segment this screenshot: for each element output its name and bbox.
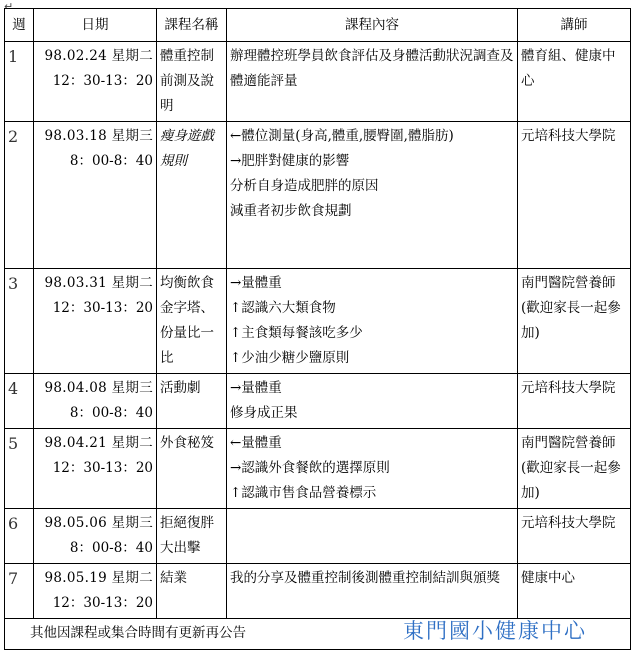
time-text: 8：00-8：40 — [69, 153, 153, 169]
course-cell: 結業 — [157, 564, 227, 619]
teacher-cell: 元培科技大學院 — [518, 122, 631, 269]
teacher-cell: 南門醫院營養師(歡迎家長一起參加) — [518, 429, 631, 509]
date-cell — [34, 374, 157, 429]
course-cell: 體重控制前測及說明 — [157, 42, 227, 122]
date-text: 98.02.24 星期二 — [44, 48, 153, 64]
header-teacher: 講師 — [518, 9, 631, 42]
content-line: 減重者初步飲食規劃 — [230, 203, 352, 219]
teacher-cell: 健康中心 — [518, 564, 631, 619]
time-text: 12：30-13：20 — [52, 460, 153, 476]
table-row — [5, 564, 631, 619]
footer-cell — [5, 619, 631, 650]
date-cell — [34, 42, 157, 122]
content-cell — [227, 269, 518, 374]
schedule-table — [4, 8, 631, 650]
content-line: 辦理體控班學員飲食評估及身體活動狀況調查及體適能評量 — [230, 48, 514, 89]
time-text: 12：30-13：20 — [52, 300, 153, 316]
date-text: 98.04.21 星期二 — [44, 435, 153, 451]
teacher-cell: 元培科技大學院 — [518, 509, 631, 564]
table-row — [5, 509, 631, 564]
table-row — [5, 374, 631, 429]
footer-note: 其他因課程或集合時間有更新再公告 — [30, 625, 246, 641]
date-cell — [34, 509, 157, 564]
content-line: →量體重 — [230, 275, 282, 291]
course-cell: 拒絕復胖大出擊 — [157, 509, 227, 564]
content-line: ←量體重 — [230, 435, 282, 451]
time-text: 8：00-8：40 — [69, 405, 153, 421]
brand-text: 東門國小健康中心 — [403, 619, 587, 643]
date-text: 98.05.19 星期二 — [44, 570, 153, 586]
date-text: 98.04.08 星期三 — [44, 380, 153, 396]
course-cell: 外食秘笈 — [157, 429, 227, 509]
week-number: 6 — [5, 509, 34, 564]
course-cell: 均衡飲食金字塔、份量比一比 — [157, 269, 227, 374]
teacher-cell: 南門醫院營養師(歡迎家長一起參加) — [518, 269, 631, 374]
teacher-cell: 體育組、健康中心 — [518, 42, 631, 122]
content-line: ↑主食類每餐該吃多少 — [230, 325, 363, 341]
content-cell — [227, 509, 518, 564]
content-line: →量體重 — [230, 380, 282, 396]
time-text: 12：30-13：20 — [52, 73, 153, 89]
week-number: 3 — [5, 269, 34, 374]
header-content: 課程內容 — [227, 9, 518, 42]
content-cell — [227, 122, 518, 269]
header-course: 課程名稱 — [157, 9, 227, 42]
content-line: →肥胖對健康的影響 — [230, 153, 350, 169]
teacher-cell: 元培科技大學院 — [518, 374, 631, 429]
header-date: 日期 — [34, 9, 157, 42]
content-line: ↑認識市售食品營養標示 — [230, 485, 377, 501]
date-cell — [34, 269, 157, 374]
header-week: 週 — [5, 9, 34, 42]
date-text: 98.03.18 星期三 — [44, 128, 153, 144]
table-row — [5, 42, 631, 122]
time-text: 12：30-13：20 — [52, 595, 153, 611]
table-row — [5, 429, 631, 509]
content-line: ↑少油少糖少鹽原則 — [230, 350, 350, 366]
table-row — [5, 269, 631, 374]
table-row — [5, 122, 631, 269]
date-text: 98.03.31 星期二 — [44, 275, 153, 291]
content-line: 修身成正果 — [230, 405, 298, 421]
paragraph-mark: ↵ — [4, 0, 14, 13]
date-cell — [34, 564, 157, 619]
date-cell — [34, 122, 157, 269]
content-cell — [227, 564, 518, 619]
content-cell — [227, 374, 518, 429]
course-cell: 瘦身遊戲規則 — [157, 122, 227, 269]
week-number: 2 — [5, 122, 34, 269]
content-line: 我的分享及體重控制後測體重控制結訓與頒獎 — [230, 570, 500, 586]
course-cell: 活動劇 — [157, 374, 227, 429]
content-line: →認識外食餐飲的選擇原則 — [230, 460, 390, 476]
header-row — [5, 9, 631, 42]
footer-row — [5, 619, 631, 650]
date-text: 98.05.06 星期三 — [44, 515, 153, 531]
time-text: 8：00-8：40 — [69, 540, 153, 556]
date-cell — [34, 429, 157, 509]
week-number: 7 — [5, 564, 34, 619]
content-cell — [227, 42, 518, 122]
content-line: 分析自身造成肥胖的原因 — [230, 178, 379, 194]
week-number: 1 — [5, 42, 34, 122]
content-line: ↑認識六大類食物 — [230, 300, 336, 316]
week-number: 4 — [5, 374, 34, 429]
week-number: 5 — [5, 429, 34, 509]
content-line: ←體位測量(身高,體重,腰臀圍,體脂肪) — [230, 128, 454, 144]
content-cell — [227, 429, 518, 509]
